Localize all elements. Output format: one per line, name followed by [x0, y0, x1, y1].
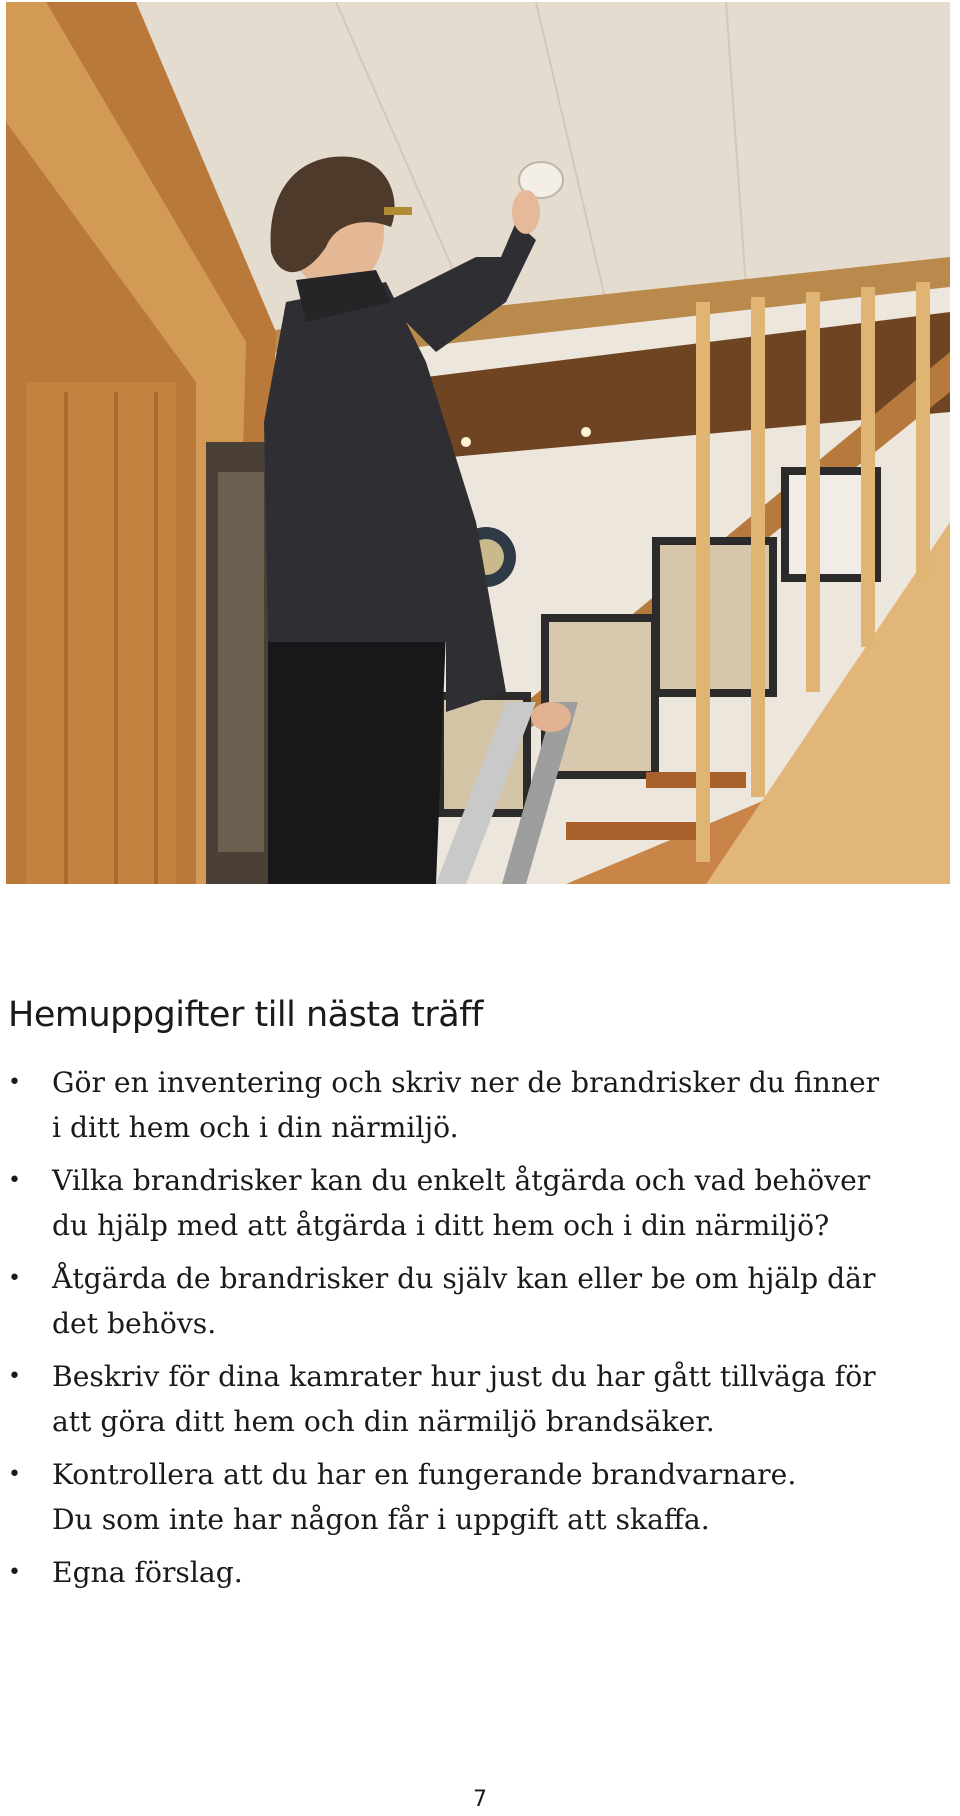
list-item-line: Vilka brandrisker kan du enkelt åtgärda och vad behöver [52, 1164, 871, 1197]
bullet-icon: • [8, 1462, 21, 1487]
list-item-line: Åtgärda de brandrisker du själv kan eller be om hjälp där [52, 1262, 876, 1295]
page-number: 7 [473, 1787, 487, 1812]
list-item-line: Beskriv för dina kamrater hur just du har gått tillväga för [52, 1360, 876, 1393]
list-item [8, 1158, 958, 1248]
list-item-line: det behövs. [52, 1307, 217, 1340]
list-item-line: i ditt hem och i din närmiljö. [52, 1111, 459, 1144]
list-item-line: Gör en inventering och skriv ner de brandrisker du finner [52, 1066, 880, 1099]
page-heading: Hemuppgifter till nästa träff [8, 995, 483, 1035]
homework-list [8, 1060, 958, 1603]
list-item [8, 1452, 958, 1542]
list-item-line: Kontrollera att du har en fungerande brandvarnare. [52, 1458, 797, 1491]
list-item [8, 1354, 958, 1444]
bullet-icon: • [8, 1168, 21, 1193]
list-item-line: du hjälp med att åtgärda i ditt hem och i din närmiljö? [52, 1209, 830, 1242]
list-item [8, 1256, 958, 1346]
smoke-detector-photo [6, 2, 950, 884]
bullet-icon: • [8, 1266, 21, 1291]
list-item-line: Du som inte har någon får i uppgift att skaffa. [52, 1503, 710, 1536]
bullet-icon: • [8, 1560, 21, 1585]
list-item-line: Egna förslag. [52, 1556, 243, 1589]
list-item [8, 1060, 958, 1150]
bullet-icon: • [8, 1364, 21, 1389]
list-item [8, 1550, 958, 1595]
list-item-line: att göra ditt hem och din närmiljö brandsäker. [52, 1405, 715, 1438]
bullet-icon: • [8, 1070, 21, 1095]
